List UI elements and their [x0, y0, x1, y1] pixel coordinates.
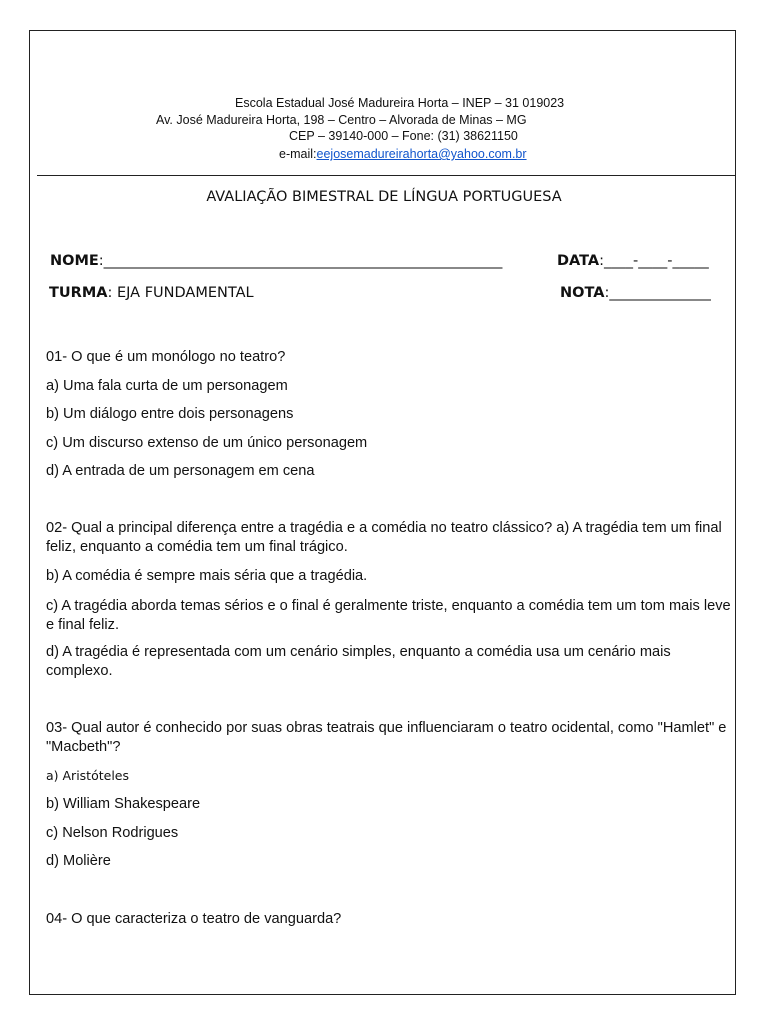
nome-line: :_______________________________________________________ [98, 253, 503, 269]
question-4: 04- O que caracteriza o teatro de vanguarda? [46, 911, 342, 927]
header-divider [37, 175, 736, 176]
exam-title: AVALIAÇÃO BIMESTRAL DE LÍNGUA PORTUGUESA [206, 189, 562, 205]
q1-option-c: c) Um discurso extenso de um único personagem [46, 435, 368, 451]
q1-option-a: a) Uma fala curta de um personagem [46, 378, 288, 394]
turma-field [49, 285, 254, 301]
q3-option-b: b) William Shakespeare [46, 796, 201, 812]
data-line: :____-____-_____ [599, 253, 709, 269]
email-link[interactable]: eejosemadureirahorta@yahoo.com.br [316, 147, 527, 161]
turma-label: TURMA [49, 285, 108, 301]
question-2: 02- Qual a principal diferença entre a tragédia e a comédia no teatro clássico? a) A tragédia tem um final feliz, enquanto a comédia tem um final trágico. [46, 520, 722, 555]
nota-field [560, 285, 711, 301]
q3-option-d: d) Molière [46, 853, 111, 869]
q2-option-b: b) A comédia é sempre mais séria que a tragédia. [46, 568, 368, 584]
q3-option-a: a) Aristóteles [46, 768, 130, 783]
nota-line: :______________ [604, 285, 711, 301]
turma-value: : EJA FUNDAMENTAL [107, 285, 254, 301]
question-1: 01- O que é um monólogo no teatro? [46, 349, 286, 365]
email-label: e-mail: [279, 147, 317, 161]
q1-option-d: d) A entrada de um personagem em cena [46, 463, 315, 479]
school-cep-phone: CEP – 39140-000 – Fone: (31) 38621150 [289, 129, 518, 143]
nota-label: NOTA [560, 285, 605, 301]
school-name: Escola Estadual José Madureira Horta – INEP – 31 019023 [235, 96, 565, 110]
q2-option-d: d) A tragédia é representada com um cenário simples, enquanto a comédia usa um cenário mais complexo. [46, 644, 671, 679]
q3-option-c: c) Nelson Rodrigues [46, 825, 179, 841]
question-3: 03- Qual autor é conhecido por suas obras teatrais que influenciaram o teatro ocidental, como "Hamlet" e "Macbeth"? [46, 720, 727, 755]
data-label: DATA [557, 253, 600, 269]
nome-field [50, 253, 502, 269]
q1-option-b: b) Um diálogo entre dois personagens [46, 406, 294, 422]
school-email-line [279, 147, 527, 161]
school-address: Av. José Madureira Horta, 198 – Centro – Alvorada de Minas – MG [156, 113, 527, 127]
q2-option-c: c) A tragédia aborda temas sérios e o final é geralmente triste, enquanto a comédia tem um tom mais leve e final feliz. [46, 598, 731, 633]
data-field [557, 253, 709, 269]
nome-label: NOME [50, 253, 99, 269]
